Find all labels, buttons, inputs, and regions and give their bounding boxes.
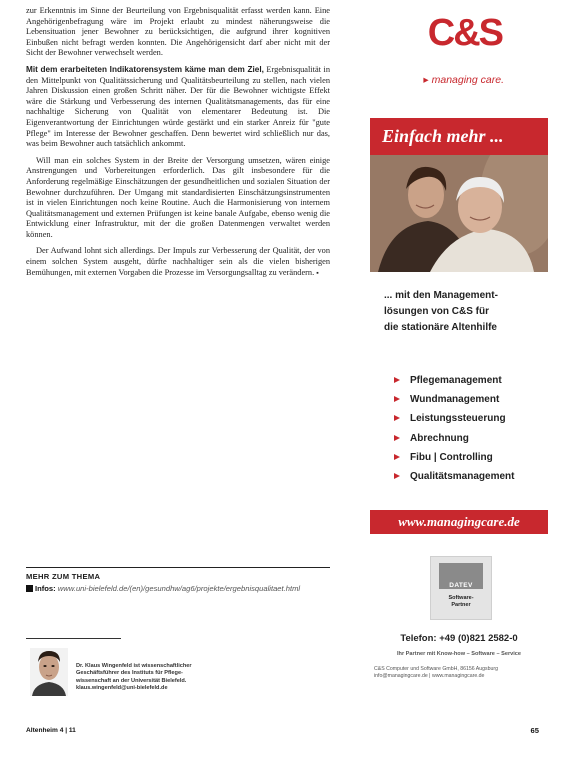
- datev-partner-badge: [430, 556, 492, 620]
- author-portrait: [30, 648, 68, 696]
- intro-line: ... mit den Management-: [384, 290, 498, 301]
- triangle-bullet-icon: [394, 415, 400, 421]
- article-paragraph: [26, 65, 330, 150]
- intro-line: lösungen von C&S für: [384, 306, 489, 317]
- triangle-bullet-icon: [394, 454, 400, 460]
- datev-sub-line: Software-: [448, 595, 474, 601]
- paragraph-lead: Mit dem erarbeiteten Indikatorensystem käme man dem Ziel,: [26, 64, 264, 74]
- ad-photo: [370, 155, 548, 272]
- article-paragraph: [26, 246, 330, 278]
- issue-label: Altenheim 4 | 11: [26, 727, 76, 734]
- info-link[interactable]: www.uni-bielefeld.de/(en)/gesundhw/ag6/projekte/ergebnisqualitaet.html: [57, 584, 301, 593]
- page-number: 65: [530, 726, 539, 735]
- ad-intro: [384, 288, 544, 336]
- phone-number: Telefon: +49 (0)821 2582-0: [400, 633, 518, 644]
- divider: [26, 638, 121, 639]
- list-item: [394, 467, 514, 486]
- company-line: C&S Computer und Software GmbH, 86156 Augsburg: [374, 666, 498, 672]
- triangle-bullet-icon: [394, 396, 400, 402]
- info-square-icon: [26, 585, 33, 592]
- triangle-bullet-icon: [394, 377, 400, 383]
- author-bio: [76, 663, 236, 692]
- datev-name: DATEV: [449, 582, 473, 589]
- more-topic-info: [26, 584, 326, 594]
- list-item-label: Pflegemanagement: [410, 375, 502, 386]
- triangle-bullet-icon: [394, 473, 400, 479]
- bio-line: Dr. Klaus Wingenfeld ist wissenschaftlicher: [76, 663, 192, 669]
- list-item: [394, 390, 514, 409]
- ad-slogan: Ihr Partner mit Know-how – Software – Service: [396, 651, 522, 657]
- datev-subtitle: [431, 595, 491, 609]
- list-item: [394, 409, 514, 428]
- end-mark: ▪: [316, 268, 319, 277]
- bio-email[interactable]: klaus.wingenfeld@uni-bielefeld.de: [76, 684, 168, 691]
- arrow-icon: ▸: [423, 74, 429, 86]
- advertisement: [370, 6, 548, 711]
- article-paragraph: Will man ein solches System in der Breite der Versorgung umsetzen, wären einige Anstrengungen und Vorbereitungen erforderlich. Das gilt insbesondere für die Anforderung regelmäßige Einschätzungen der gesundheitlichen und sozialen Situation der Bewohner durchzuführen. Der Umgang mit standardisierten Einschätzungsinstrumenten ist in vielen Einrichtungen noch keine Routine. Auch die Harmonisierung von internem Qualitätsmanagement und externen Prüfungen ist keine banale Aufgabe, ebenso wenig die Entwicklung einer Infrastruktur, mit der die großen Datenmengen verwaltet werden können.: [26, 155, 330, 239]
- list-item: [394, 429, 514, 448]
- divider: [26, 567, 330, 568]
- intro-line: die stationäre Altenhilfe: [384, 322, 497, 333]
- brand-logo: [370, 12, 548, 112]
- headline-banner: Einfach mehr ...: [370, 118, 548, 155]
- paragraph-body: Der Aufwand lohnt sich allerdings. Der Impuls zur Verbesserung der Qualität, der von einem solchen System ausgeht, dürfte nachhaltiger sein als die vielen bisherigen Bemühungen, mit externen Vorgaben die Prozesse im Versorgungsalltag zu verändern.: [26, 246, 330, 277]
- article-paragraph: zur Erkenntnis im Sinne der Beurteilung von Ergebnisqualität erfasst werden kann. Eine Angehörigenbefragung wäre im Projekt erlaubt zu mindest näherungsweise die Lebensituation jener Bewohner zu berücksichtigen, die aufgrund ihrer kognitiven Einbußen nicht befragt werden konnten. Die Angehörigensicht darf aber nicht mit der Sicht der Bewohner verwechselt werden.: [26, 6, 330, 58]
- company-line: info@managingcare.de | www.managingcare.de: [374, 673, 485, 680]
- paragraph-body: Ergebnisqualität in den Mittelpunkt von Qualitätssicherung und Qualitätsbeurteilung zu stellen, nach vielen Jahren Diskussion einen großen Schritt näher. Der für die Bewohner wichtigste Effekt wäre die Stärkung und Verbesserung des internen Qualitätsmanagements, das für eine nachhaltige Sicherung von Qualität von elementarer Bedeutung ist. Die Eigenverantwortung der Einrichtungen würde gestärkt und ein starker Anreiz für "gute Pflege" im Interesse der Bewohner geschaffen. Denn bewertet wird schließlich nur das, was beim Bewohner auch tatsächlich ankommt.: [26, 64, 330, 149]
- feature-list: [394, 371, 514, 486]
- list-item-label: Wundmanagement: [410, 394, 500, 406]
- more-topic-title: MEHR ZUM THEMA: [26, 572, 101, 581]
- datev-sub-line: Partner: [451, 602, 471, 608]
- triangle-bullet-icon: [394, 435, 400, 441]
- article-column: [26, 6, 330, 284]
- logo-text: C&S: [427, 12, 502, 54]
- list-item: [394, 371, 514, 390]
- list-item-label: Qualitätsmanagement: [410, 471, 515, 483]
- bio-line: wissenschaft an der Universität Bielefeld.: [76, 677, 187, 684]
- list-item: [394, 448, 514, 467]
- list-item-label: Leistungssteuerung: [410, 413, 506, 425]
- company-info: [374, 666, 548, 681]
- tagline-text: managing care.: [431, 74, 504, 86]
- bio-line: Geschäftsführer des Instituts für Pflege-: [76, 670, 183, 677]
- list-item-label: Fibu | Controlling: [410, 451, 493, 463]
- info-label: Infos:: [35, 584, 56, 593]
- list-item-label: Abrechnung: [410, 432, 469, 444]
- tagline: [423, 74, 504, 86]
- website-link[interactable]: www.managingcare.de: [370, 510, 548, 534]
